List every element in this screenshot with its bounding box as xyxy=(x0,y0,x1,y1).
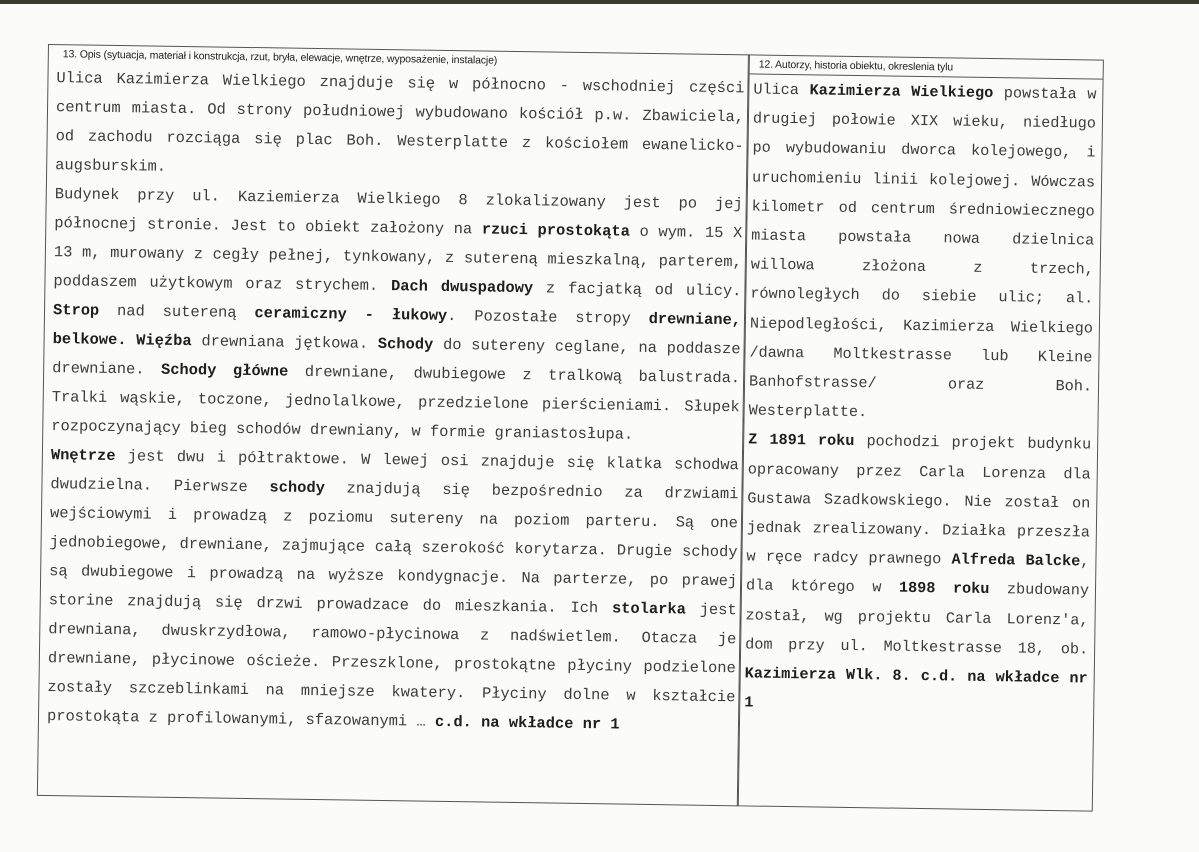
description-paragraph xyxy=(47,441,739,741)
text-segment: o wym. 15 X 13 m, murowany z cegły pełnej, tynkowany, z sutereną mieszkalną, parterem, poddaszem użytkowym oraz strychem. xyxy=(53,222,743,296)
bold-text-segment: 1898 roku xyxy=(898,579,990,599)
bold-text-segment: Wnętrze xyxy=(50,446,116,466)
scan-top-edge xyxy=(0,0,1199,4)
history-paragraph xyxy=(744,426,1091,723)
bold-text-segment: Alfreda Balcke xyxy=(951,550,1081,571)
bold-text-segment: stolarka xyxy=(611,599,687,619)
description-paragraph xyxy=(51,180,743,451)
bold-text-segment: drewniane, belkowe. Więźba xyxy=(52,309,742,351)
text-segment: drewniane, dwubiegowe z tralkową balustrada. Tralki wąskie, toczone, jednolalkowe, przedzielone pierścieniami. Słupek rozpoczynający bieg schodów drewniany, w formie graniastosłupa. xyxy=(51,362,741,444)
text-segment: Ulica Kazimierza Wielkiego znajduje się w północno - wschodniej części centrum miasta. Od strony południowej wybudowano kościół p.w. Zbawiciela, od zachodu rozciąga się plac Boh. Westerplatte z kościołem ewanelicko-augsburskim. xyxy=(55,69,745,176)
history-section xyxy=(737,54,1104,811)
bold-text-segment: Dach dwuspadowy xyxy=(390,277,534,298)
text-segment: z facjatką od ulicy. xyxy=(533,279,742,301)
history-body xyxy=(739,74,1103,723)
text-segment: drewniana jętkowa. xyxy=(191,332,379,353)
history-paragraph xyxy=(748,75,1096,430)
bold-text-segment: Schody główne xyxy=(160,360,289,381)
text-segment: Budynek przy ul. Kaziemierza Wielkiego 8 zlokalizowany jest po jej północnej stronie. Jest to obiekt założony na xyxy=(54,185,743,239)
description-body xyxy=(39,63,749,741)
text-segment: zbudowany został, wg projektu Carla Lorenz'a, dom przy ul. Moltkestrasse 18, ob. xyxy=(745,580,1090,659)
form-page xyxy=(37,44,1106,816)
text-segment: . Pozostałe stropy xyxy=(447,306,649,328)
text-segment: jest dwu i półtraktowe. W lewej osi znajduje się klatka schodwa dwudzielna. Pierwsze xyxy=(50,447,739,497)
text-segment: powstała w drugiej połowie XIX wieku, niedługo po wybudowaniu dworca kolejowego, i uruchomieniu linii kolejowej. Wówczas kilometr od centrum średniowiecznego miasta powstała nowa dzielnica willowa złożona z trzech, równoległych do siebie ulic; al. Niepodległości, Kazimierza Wielkiego /dawna Moltkestrasse lub Kleine Banhofstrasse/ oraz Boh. Westerplatte. xyxy=(748,84,1097,422)
bold-text-segment: Kazimierza Wlk. 8. c.d. na wkładce nr 1 xyxy=(744,664,1088,712)
bold-text-segment: Strop xyxy=(52,301,100,320)
bold-text-segment: c.d. na wkładce nr 1 xyxy=(434,712,620,734)
bold-text-segment: rzuci prostokąta xyxy=(481,220,631,241)
text-segment: znajdują się bezpośrednio za drzwiami wejściowymi i prowadzą z poziomu sutereny na poziom parteru. Są one jednobiegowe, drewniane, zajmujące całą szerokość korytarza. Drugie schody są dwubiegowe i prowadzą na wyższe kondygnacje. Na parterze, po prawej storine znajdują się drzwi prowadzace do mieszkania. Ich xyxy=(48,479,739,618)
bold-text-segment: ceramiczny - łukowy xyxy=(254,304,448,325)
description-section xyxy=(37,44,750,806)
text-segment: , dla którego w xyxy=(745,552,1090,598)
bold-text-segment: Kazimierza Wielkiego xyxy=(809,81,994,103)
description-section-header: 13. Opis (sytuacja, materiał i konstrukcja, rzut, bryła, elewacje, wnętrze, wyposażenie, instalacje) xyxy=(62,48,498,67)
text-segment: pochodzi projekt budynku opracowany przez Carla Lorenza dla Gustawa Szadkowskiego. Nie został on jednak zrealizowany. Działka przeszła w ręce radcy prawnego xyxy=(746,432,1092,569)
text-segment: do sutereny ceglane, na poddasze drewniane. xyxy=(52,335,741,379)
description-paragraph xyxy=(55,64,745,190)
bold-text-segment: schody xyxy=(269,478,325,498)
text-segment: Ulica xyxy=(753,80,810,100)
bold-text-segment: Schody xyxy=(377,334,434,354)
text-segment: nad sutereną xyxy=(99,301,255,323)
text-segment: jest drewniana, dwuskrzydłowa, ramowo-płycinowa z nadświetlem. Otacza je drewniane, płycinowe ościeże. Przeszklone, prostokątne płyciny podzielone zostały szczeblinkami na mniejsze kwatery. Płyciny dolne w kształcie prostokąta z profilowanymi, sfazowanymi … xyxy=(46,600,737,731)
history-section-header: 12. Autorzy, historia obiektu, okreslenia tylu xyxy=(749,55,1103,79)
bold-text-segment: Z 1891 roku xyxy=(748,430,855,451)
